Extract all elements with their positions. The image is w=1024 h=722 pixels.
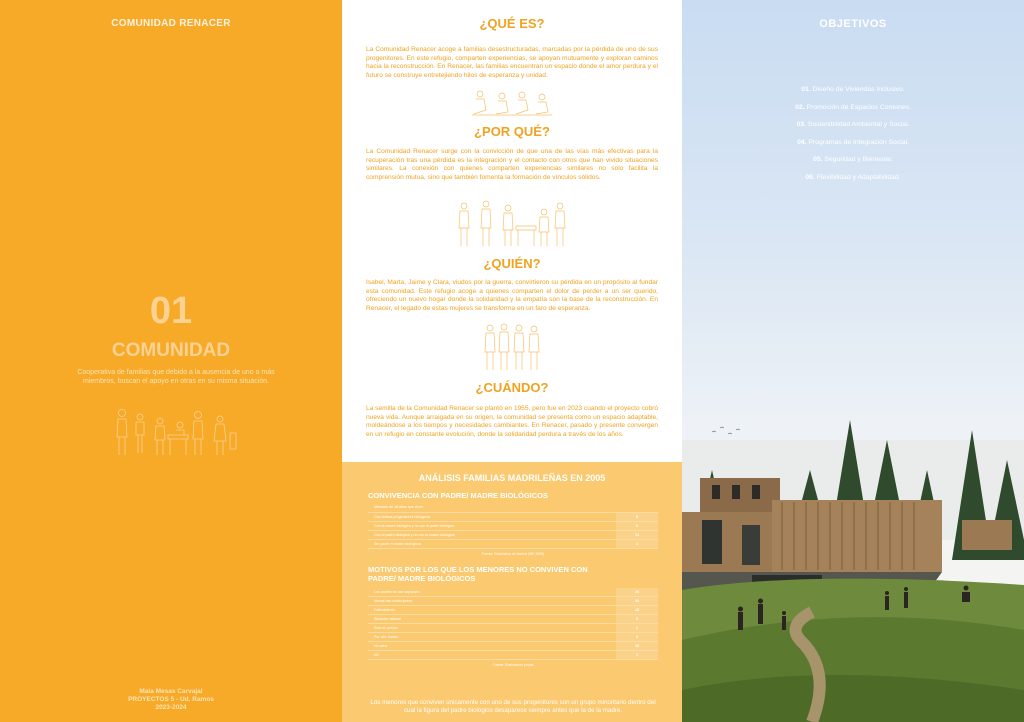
table-row bbox=[368, 513, 658, 522]
row-label: Con la madre biológica y no con el padre biológico bbox=[374, 524, 455, 528]
text-cuando: La semilla de la Comunidad Renacer se plantó en 1955, pero fue en 2023 cuando el proyecto cobró nueva vida. Aunque arraigada en su origen, la comunidad se presenta como un espacio adaptable, moldeándose a los tiempos y necesidades cambiantes. En Renacer, pasado y presente convergen en un refugio en constante evolución, donde la solidaridad perdura a través de los años. bbox=[366, 405, 658, 438]
four-founders-sketch bbox=[482, 322, 542, 372]
objective-number: 05. bbox=[813, 156, 823, 163]
table-row bbox=[368, 624, 658, 633]
cover-panel bbox=[0, 0, 342, 722]
table-row bbox=[368, 588, 658, 597]
author-name: Maia Mesas Carvajal bbox=[139, 688, 203, 695]
objective-number: 04. bbox=[797, 138, 807, 146]
text-que-es: La Comunidad Renacer acoge a familias desestructuradas, marcadas por la pérdida de uno de sus progenitores. En este refugio, comparten experiencias, se apoyan mutuamente y exploran caminos hacia la reconstrucción. En Renacer, las familias encuentran un espacio donde el amor perdura y el futuro se construye entretejiendo hilos de esperanza y unidad. bbox=[366, 46, 658, 79]
objective-item bbox=[682, 174, 1024, 192]
objective-text: Sostenibilidad Ambiental y Social. bbox=[807, 121, 910, 128]
table-row bbox=[368, 615, 658, 624]
row-value: 6 bbox=[616, 522, 658, 530]
heading-cuando: ¿CUÁNDO? bbox=[475, 380, 549, 395]
family-sketch-illustration bbox=[470, 88, 554, 118]
objective-item bbox=[682, 156, 1024, 174]
objective-number: 02. bbox=[795, 103, 805, 111]
table1-title: CONVIVENCIA CON PADRE/ MADRE BIOLÓGICOS bbox=[368, 491, 549, 500]
table-row bbox=[368, 606, 658, 615]
objectives-render-panel bbox=[682, 0, 1024, 722]
row-label: Sin padre ni madre biológicos bbox=[374, 542, 422, 546]
text-por-que: La Comunidad Renacer surge con la convicción de que una de las vías más efectivas para la recuperación tras una pérdida es la integración y el contacto con otros que han vivido situaciones similares. La conexión con quienes comparten experiencias similares no solo facilita la comprensión mutua, sino que también fomenta la formación de vínculos sólidos. bbox=[366, 148, 658, 181]
heading-quien: ¿QUIÉN? bbox=[483, 256, 541, 271]
objective-number: 06. bbox=[805, 173, 815, 181]
objective-text: Promoción de Espacios Comunes. bbox=[806, 103, 911, 111]
objective-text: Flexibilidad y Adaptabilidad. bbox=[816, 173, 901, 181]
table-source-note: Fuente: Estadística de Madrid (INE 2005) bbox=[481, 552, 545, 556]
row-value: 15 bbox=[616, 606, 658, 614]
table-source-note: Fuente: Elaboración propia bbox=[492, 663, 534, 667]
table-header-row bbox=[368, 503, 658, 513]
row-value: 8 bbox=[616, 513, 658, 521]
table2-title: MOTIVOS POR LOS QUE LOS MENORES NO CONVIVEN CON PADRE/ MADRE BIOLÓGICOS bbox=[368, 565, 588, 583]
objective-text: Diseño de Viviendas Inclusivo. bbox=[812, 86, 905, 93]
row-value: 28 bbox=[616, 642, 658, 650]
text-quien: Isabel, Marta, Jaime y Clara, viudos por la guerra, convirtieron su pérdida en un propósito al fundar esta comunidad. Este refugio acoge a quienes comparten el dolor de perder a un ser querido, ofreciendo un nuevo hogar donde la solidaridad y la empatía son la base de la reconstrucción. En Renacer, el legado de estas mujeres se transforma en un faro de esperanza. bbox=[366, 279, 658, 312]
row-label: NC bbox=[374, 653, 380, 657]
row-value: 20 bbox=[616, 588, 658, 596]
row-value: 2 bbox=[616, 624, 658, 632]
row-label: Nunca han vivido juntos bbox=[374, 599, 413, 603]
row-label: Con el padre biológico y no con la madre biológica bbox=[374, 533, 455, 537]
objective-item bbox=[682, 86, 1024, 104]
row-value: 1 bbox=[616, 540, 658, 548]
objective-text: Seguridad y Bienestar. bbox=[824, 156, 893, 163]
analysis-conclusion: Los menores que conviven únicamente con uno de sus progenitores son un grupo minoritario dentro del cual la figura del padre biológico desaparece siempre antes que la de la madre. bbox=[370, 699, 656, 715]
table-row bbox=[368, 522, 658, 531]
author-credits bbox=[0, 688, 342, 712]
row-value: 54 bbox=[616, 597, 658, 605]
people-sketch-illustration bbox=[110, 405, 240, 460]
table-row bbox=[368, 633, 658, 642]
group-sketch-illustration bbox=[452, 198, 572, 248]
table-row bbox=[368, 540, 658, 549]
academic-year: 2023-2024 bbox=[155, 704, 187, 711]
row-label: No sabe bbox=[374, 644, 388, 648]
row-label: Fallecimiento bbox=[374, 608, 396, 612]
row-value: 5 bbox=[616, 615, 658, 623]
objective-number: 01. bbox=[801, 86, 811, 93]
table-row bbox=[368, 651, 658, 660]
heading-por-que: ¿POR QUÉ? bbox=[474, 124, 550, 139]
row-label: Los padres se han separado bbox=[374, 590, 420, 594]
course-name: PROYECTOS 5 - Ud. Ramos bbox=[128, 696, 214, 703]
brand-name: COMUNIDAD RENACER bbox=[111, 18, 231, 29]
objective-number: 03. bbox=[796, 121, 806, 128]
row-label: Con ambos progenitores biológicos bbox=[374, 515, 431, 519]
section-description: Cooperativa de familias que debido a la ausencia de uno o más miembros, buscan el apoyo en otras en su misma situación. bbox=[77, 369, 275, 385]
table-coexistence bbox=[368, 503, 658, 556]
section-title: COMUNIDAD bbox=[111, 340, 231, 361]
section-number: 01 bbox=[149, 290, 193, 332]
analysis-section bbox=[342, 462, 682, 722]
table-row bbox=[368, 642, 658, 651]
row-label: Está en prisión bbox=[374, 626, 398, 630]
row-value: 1 bbox=[616, 651, 658, 659]
analysis-title: ANÁLISIS FAMILIAS MADRILEÑAS EN 2005 bbox=[418, 473, 606, 483]
row-label: Situación laboral bbox=[374, 617, 401, 621]
objective-item bbox=[682, 104, 1024, 122]
row-value: 3 bbox=[616, 633, 658, 641]
row-label: Por otro motivo bbox=[374, 635, 399, 639]
objective-item bbox=[682, 121, 1024, 139]
objectives-list bbox=[682, 86, 1024, 191]
objective-item bbox=[682, 139, 1024, 157]
table-row bbox=[368, 531, 658, 540]
table-reasons bbox=[368, 588, 658, 667]
table-header-label: Menores de 18 años que viven bbox=[374, 505, 424, 509]
row-value: 14 bbox=[616, 531, 658, 539]
objectives-title: OBJETIVOS bbox=[819, 18, 887, 30]
heading-que-es: ¿QUÉ ES? bbox=[479, 16, 545, 31]
info-column bbox=[342, 0, 682, 722]
table-row bbox=[368, 597, 658, 606]
objective-text: Programas de Integración Social. bbox=[808, 138, 909, 146]
